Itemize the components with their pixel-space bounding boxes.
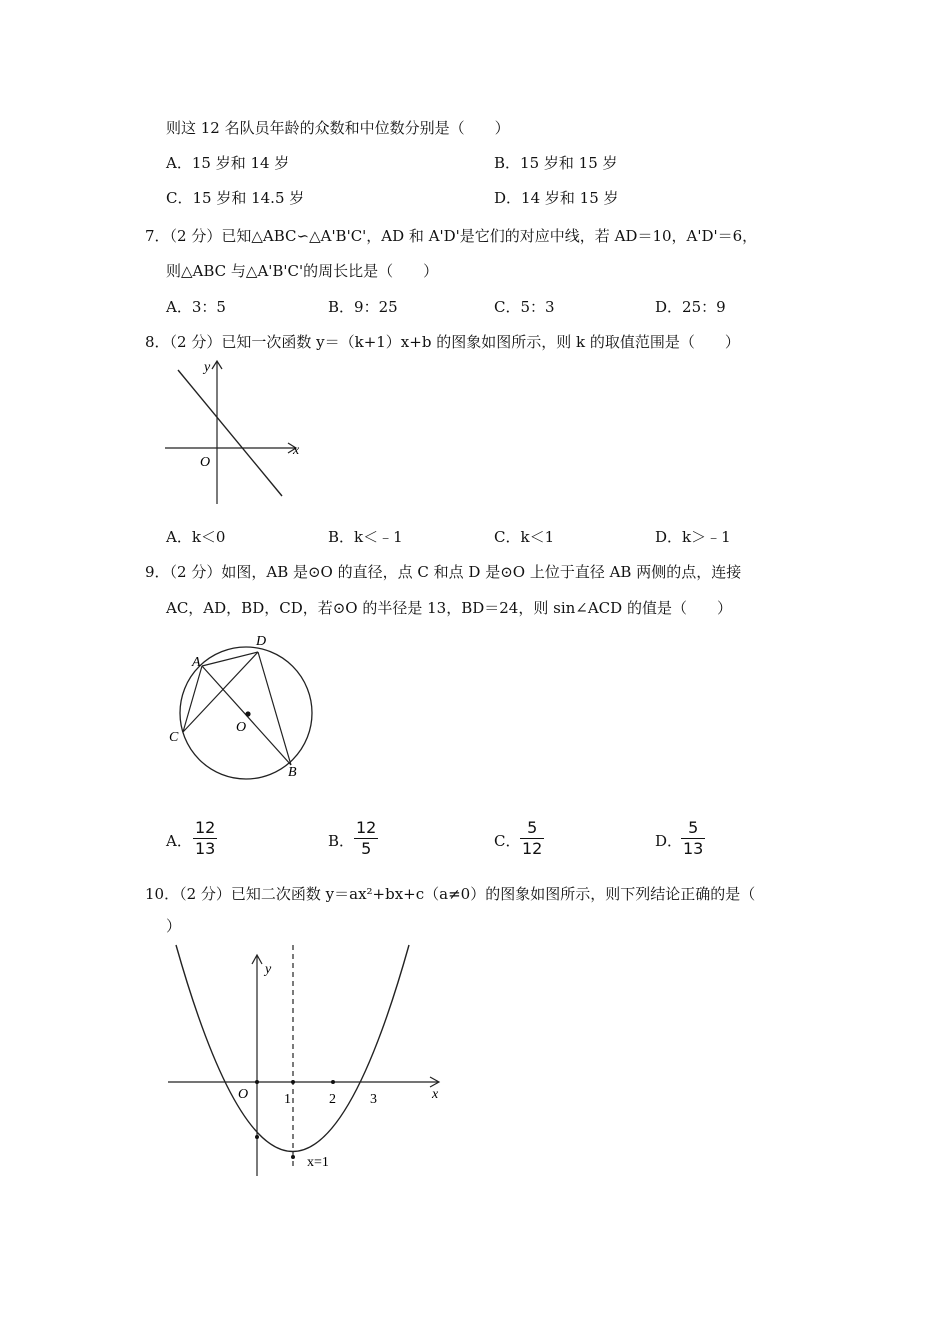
q8-option-c[interactable]: C．k＜1 xyxy=(494,528,555,546)
q8-function-line xyxy=(178,370,282,496)
q9-center-point xyxy=(245,711,250,716)
q10-tick-2-point xyxy=(331,1080,335,1084)
q9-option-b-numerator: 12 xyxy=(356,818,377,837)
q9-circle-figure xyxy=(160,628,330,788)
q9-option-c-numerator: 5 xyxy=(527,818,538,837)
q7-option-c[interactable]: C．5：3 xyxy=(494,298,555,316)
q10-stem-line1: 10．（2 分）已知二次函数 y＝ax²+bx+c（a≠0）的图象如图所示，则下列结论正确的是（ xyxy=(145,885,756,903)
q10-stem-line2: ） xyxy=(166,917,182,935)
q9-label-c: C xyxy=(169,730,179,745)
q10-y-label: y xyxy=(265,962,272,977)
q6-option-d[interactable]: D．14 岁和 15 岁 xyxy=(494,189,619,207)
q9-label-o: O xyxy=(236,720,247,735)
q10-vertex-point xyxy=(291,1155,295,1159)
q9-stem-line1: 9．（2 分）如图，AB 是⊙O 的直径，点 C 和点 D 是⊙O 上位于直径 AB 两侧的点，连接 xyxy=(145,563,742,581)
q9-option-c-denominator: 12 xyxy=(522,839,543,858)
q9-option-a-denominator: 13 xyxy=(195,839,216,858)
q9-label-a: A xyxy=(192,655,201,670)
q9-option-a-letter[interactable]: A． xyxy=(166,832,192,850)
q7-stem-line2: 则△ABC 与△A'B'C'的周长比是（ ） xyxy=(166,262,439,280)
q9-stem-line2: AC，AD，BD，CD，若⊙O 的半径是 13，BD＝24，则 sin∠ACD 的值是（ ） xyxy=(166,599,732,617)
q8-y-label: y xyxy=(204,360,211,375)
q9-option-d-fraction xyxy=(681,819,705,858)
q9-option-d-letter[interactable]: D． xyxy=(655,832,683,850)
q10-y-intercept-point xyxy=(255,1135,259,1139)
q9-option-c-fraction xyxy=(520,819,544,858)
q6-option-c[interactable]: C．15 岁和 14.5 岁 xyxy=(166,189,305,207)
q10-symmetry-axis-label: x=1 xyxy=(307,1155,329,1170)
q10-tick-1-point xyxy=(291,1080,295,1084)
q10-x-label: x xyxy=(432,1087,439,1102)
q9-option-b-fraction xyxy=(354,819,378,858)
q9-option-d-numerator: 5 xyxy=(688,818,699,837)
q6-option-b[interactable]: B．15 岁和 15 岁 xyxy=(494,154,618,172)
q10-tick-3-label: 3 xyxy=(370,1092,377,1107)
q8-linear-function-figure xyxy=(160,356,310,508)
q6-stem: 则这 12 名队员年龄的众数和中位数分别是（ ） xyxy=(166,119,510,137)
q8-x-label: x xyxy=(293,443,300,458)
q9-chord-bd xyxy=(258,652,291,765)
q10-tick-2-label: 2 xyxy=(329,1092,336,1107)
q7-option-a[interactable]: A．3：5 xyxy=(166,298,226,316)
q9-label-d: D xyxy=(256,634,267,649)
q9-label-b: B xyxy=(288,765,297,780)
q9-option-a-numerator: 12 xyxy=(195,818,216,837)
q9-chord-ad xyxy=(202,652,258,666)
q10-tick-1-label: 1 xyxy=(284,1092,291,1107)
q9-option-b-letter[interactable]: B． xyxy=(328,832,355,850)
q9-option-d-denominator: 13 xyxy=(683,839,704,858)
q8-origin-label: O xyxy=(200,455,211,470)
q9-option-c-letter[interactable]: C． xyxy=(494,832,521,850)
q10-origin-label: O xyxy=(238,1087,249,1102)
q8-option-d[interactable]: D．k＞﹣1 xyxy=(655,528,731,546)
q6-option-a[interactable]: A．15 岁和 14 岁 xyxy=(166,154,290,172)
q7-stem-line1: 7．（2 分）已知△ABC∽△A'B'C'，AD 和 A'D'是它们的对应中线，若 AD＝10，A'D'＝6， xyxy=(145,227,758,245)
q10-origin-point xyxy=(255,1080,259,1084)
q7-option-d[interactable]: D．25：9 xyxy=(655,298,726,316)
q10-parabola-figure xyxy=(160,940,450,1180)
q7-option-b[interactable]: B．9：25 xyxy=(328,298,398,316)
q8-stem: 8．（2 分）已知一次函数 y＝（k+1）x+b 的图象如图所示，则 k 的取值范围是（ ） xyxy=(145,333,740,351)
q9-option-a-fraction xyxy=(193,819,217,858)
q8-option-a[interactable]: A．k＜0 xyxy=(166,528,226,546)
q8-option-b[interactable]: B．k＜﹣1 xyxy=(328,528,403,546)
q9-option-b-denominator: 5 xyxy=(361,839,372,858)
